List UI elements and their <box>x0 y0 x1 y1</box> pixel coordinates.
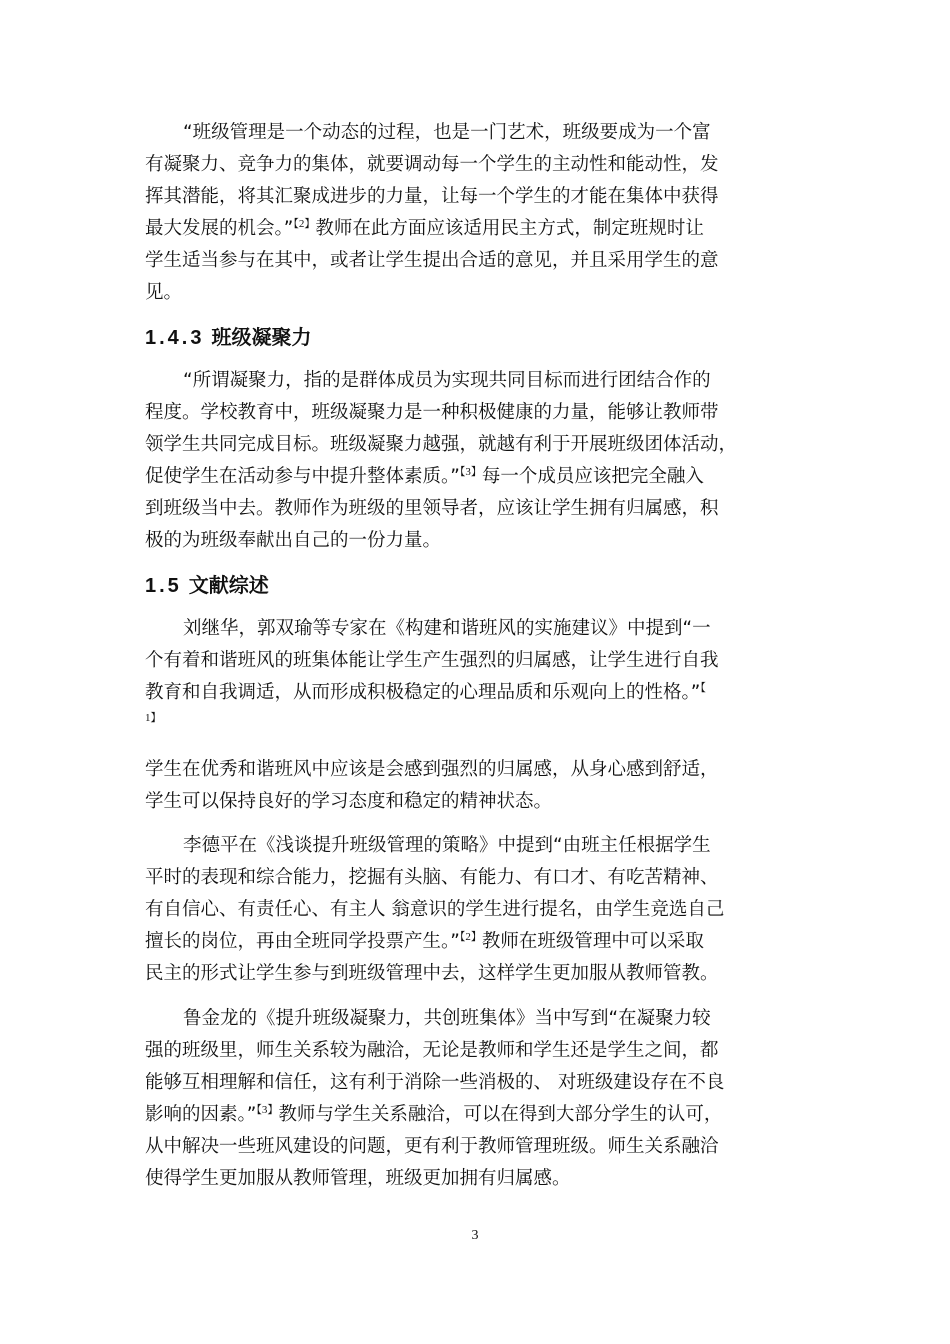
citation-ref-continuation: 1】 <box>145 712 162 724</box>
paragraph-2-line: “所谓凝聚力，指的是群体成员为实现共同目标而进行团结合作的 <box>183 370 711 391</box>
paragraph-4-line: 学生在优秀和谐班风中应该是会感到强烈的归属感，从身心感到舒适， <box>145 759 719 780</box>
paragraph-4-line: 学生可以保持良好的学习态度和稳定的精神状态。 <box>145 791 553 812</box>
paragraph-6-line: 从中解决一些班风建设的问题，更有利于教师管理班级。师生关系融洽 <box>145 1136 719 1157</box>
paragraph-5-line: 有自信心、有责任心、有主人 翁意识的学生进行提名，由学生竞选自己 <box>145 899 725 920</box>
paragraph-6-line: 能够互相理解和信任，这有利于消除一些消极的、 对班级建设存在不良 <box>145 1072 725 1093</box>
section-number: 1.4.3 <box>145 327 205 349</box>
paragraph-2-line: 程度。学校教育中，班级凝聚力是一种积极健康的力量，能够让教师带 <box>145 402 719 423</box>
section-title: 文献综述 <box>188 573 269 597</box>
citation-ref: 【2】 <box>293 218 316 230</box>
paragraph-5-line: 民主的形式让学生参与到班级管理中去，这样学生更加服从教师管教。 <box>145 963 719 984</box>
paragraph-3-line: 个有着和谐班风的班集体能让学生产生强烈的归属感，让学生进行自我 <box>145 650 719 671</box>
section-title: 班级凝聚力 <box>211 325 312 349</box>
paragraph-1-line: 有凝聚力、竞争力的集体，就要调动每一个学生的主动性和能动性，发 <box>145 154 719 175</box>
paragraph-6-line <box>145 1103 722 1127</box>
citation-ref: 【2】 <box>459 931 482 943</box>
paragraph-6-line: 强的班级里，师生关系较为融洽，无论是教师和学生还是学生之间，都 <box>145 1040 719 1061</box>
section-number: 1.5 <box>145 575 182 597</box>
paragraph-1-line: 学生适当参与在其中，或者让学生提出合适的意见，并且采用学生的意 <box>145 250 719 271</box>
section-heading-1-4-3 <box>145 324 311 351</box>
paragraph-5-text: 教师在班级管理中可以采取 <box>481 931 704 952</box>
paragraph-2-line: 到班级当中去。教师作为班级的里领导者，应该让学生拥有归属感，积 <box>145 498 719 519</box>
citation-ref: 【3】 <box>459 466 482 478</box>
paragraph-3-text: 教育和自我调适，从而形成积极稳定的心理品质和乐观向上的性格。” <box>145 682 701 703</box>
paragraph-2-text: 每一个成员应该把完全融入 <box>481 466 704 487</box>
paragraph-2-text: 促使学生在活动参与中提升整体素质。” <box>145 466 460 487</box>
citation-ref: 【3】 <box>256 1104 279 1116</box>
paragraph-1-line: 见。 <box>145 282 183 303</box>
paragraph-6-line: 使得学生更加服从教师管理，班级更加拥有归属感。 <box>145 1168 571 1189</box>
section-heading-1-5 <box>145 572 269 599</box>
citation-ref: 【 <box>700 682 706 694</box>
paragraph-6-line: 鲁金龙的《提升班级凝聚力，共创班集体》当中写到“在凝聚力较 <box>183 1008 711 1029</box>
paragraph-5-line: 李德平在《浅谈提升班级管理的策略》中提到“由班主任根据学生 <box>183 835 711 856</box>
paragraph-6-text: 影响的因素。” <box>145 1104 257 1125</box>
paragraph-2-line: 领学生共同完成目标。班级凝聚力越强，就越有利于开展班级团体活动， <box>145 434 738 455</box>
paragraph-5-line: 平时的表现和综合能力，挖掘有头脑、有能力、有口才、有吃苦精神、 <box>145 867 719 888</box>
paragraph-3-line: 刘继华，郭双瑜等专家在《构建和谐班风的实施建议》中提到“一 <box>183 618 711 639</box>
paragraph-3-line <box>145 681 706 705</box>
paragraph-1-line: 挥其潜能，将其汇聚成进步的力量，让每一个学生的才能在集体中获得 <box>145 186 719 207</box>
paragraph-5-text: 擅长的岗位，再由全班同学投票产生。” <box>145 931 460 952</box>
page-number: 3 <box>471 1228 479 1243</box>
paragraph-1-line: “班级管理是一个动态的过程，也是一门艺术，班级要成为一个富 <box>183 122 711 143</box>
paragraph-6-text: 教师与学生关系融洽，可以在得到大部分学生的认可， <box>278 1104 723 1125</box>
paragraph-1-line <box>145 217 704 241</box>
paragraph-2-line <box>145 465 704 489</box>
paragraph-2-line: 极的为班级奉献出自己的一份力量。 <box>145 530 442 551</box>
paragraph-5-line <box>145 930 704 954</box>
paragraph-1-text: 教师在此方面应该适用民主方式，制定班规时让 <box>315 218 704 239</box>
paragraph-1-text: 最大发展的机会。” <box>145 218 294 239</box>
